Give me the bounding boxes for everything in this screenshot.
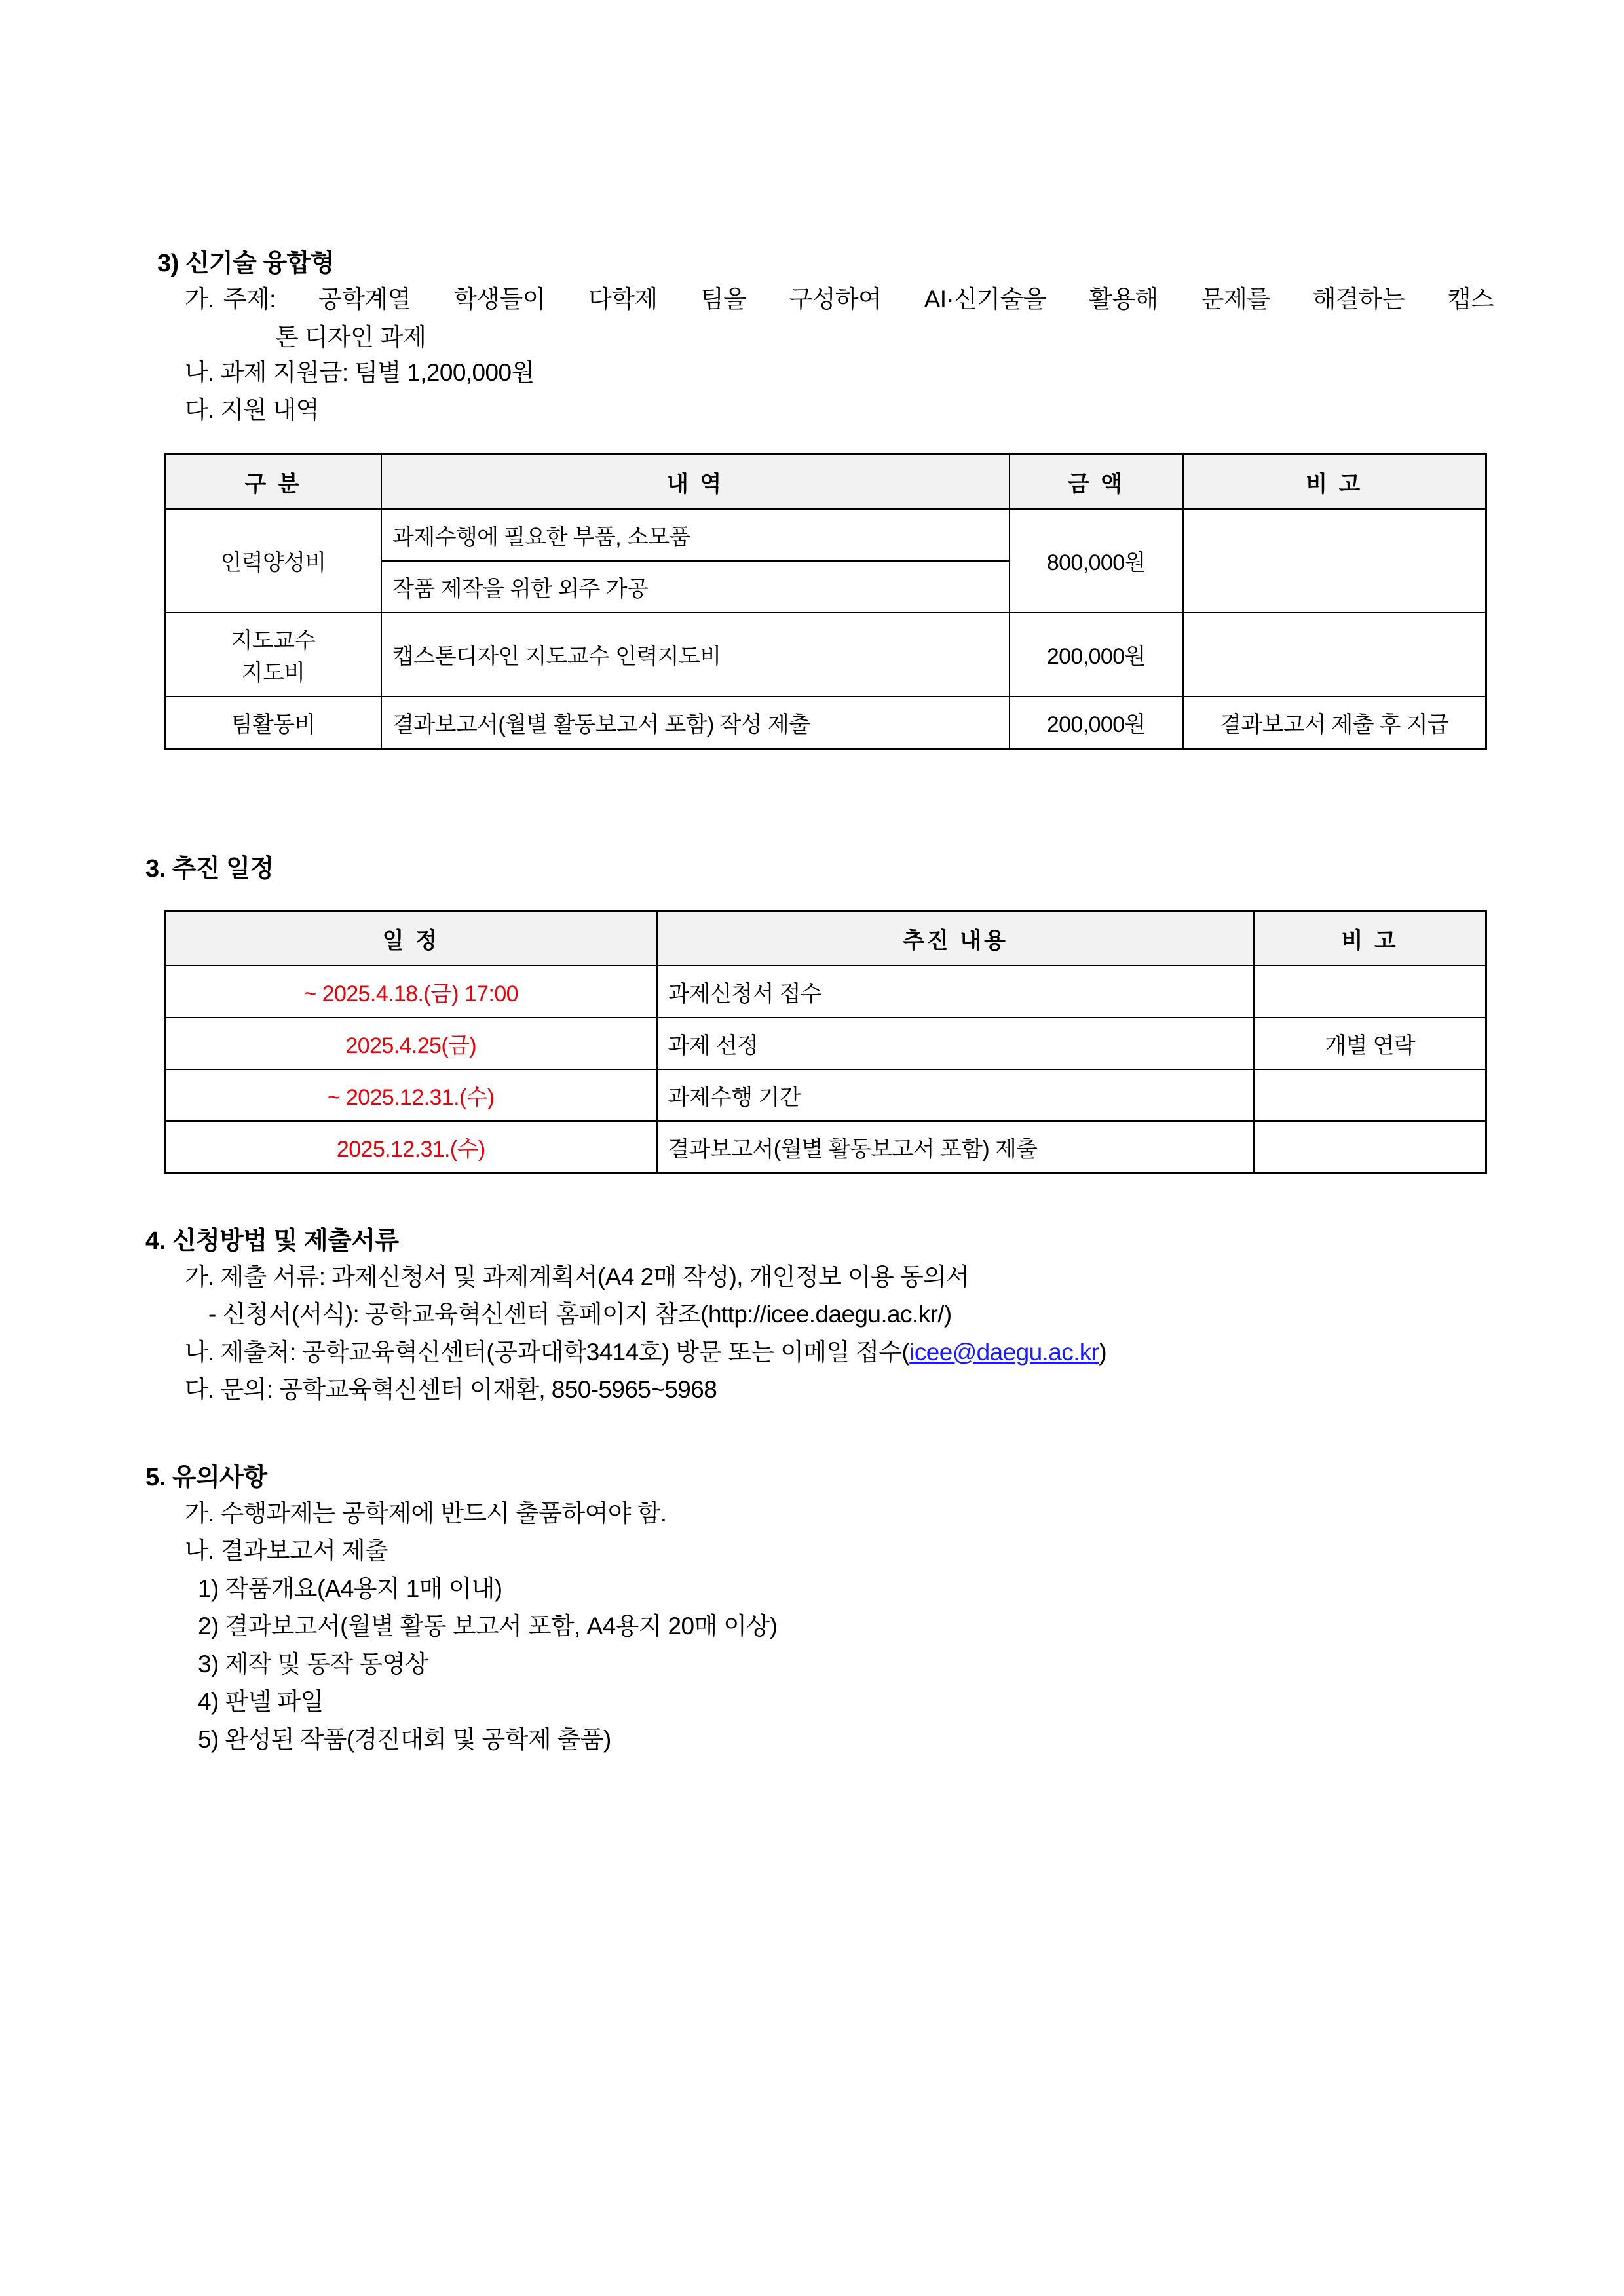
table-row: [165, 1018, 1486, 1069]
cell-date-2: 2025.4.25(금): [165, 1018, 657, 1069]
item-ga-text-continued: 톤 디자인 과제: [275, 323, 426, 351]
cell-date-4: 2025.12.31.(수): [165, 1121, 657, 1174]
item-da-label: 다.: [185, 396, 214, 424]
notes-item-na: [157, 1534, 1494, 1569]
col-header-content: 추진 내용: [657, 911, 1255, 966]
section-heading-schedule: 3. 추진 일정: [145, 854, 274, 883]
section-heading-notes: 5. 유의사항: [145, 1463, 267, 1491]
notes-item-ga-text: 수행과제는 공학제에 반드시 출품하여야 함.: [220, 1499, 667, 1527]
application-item-ga-text: 제출 서류: 과제신청서 및 과제계획서(A4 2매 작성), 개인정보 이용 동의서: [220, 1263, 970, 1290]
cell-category-professor-line2: 지도비: [241, 660, 305, 685]
application-item-da-text: 문의: 공학교육혁신센터 이재환, 850-5965~5968: [220, 1376, 717, 1404]
section-heading-application: 4. 신청방법 및 제출서류: [145, 1227, 399, 1255]
cell-note-4: [1254, 1121, 1486, 1174]
cell-detail-outsourcing: 작품 제작을 위한 외주 가공: [381, 561, 1010, 613]
application-item-da-label: 다.: [185, 1376, 214, 1404]
table-header-row: [165, 911, 1486, 966]
cell-date-1: ~ 2025.4.18.(금) 17:00: [165, 966, 657, 1018]
cell-category-manpower: 인력양성비: [165, 509, 382, 613]
table-row: [165, 1121, 1486, 1174]
cell-amount-manpower: 800,000원: [1010, 509, 1183, 613]
item-na-label: 나.: [185, 358, 214, 386]
spacer: [157, 750, 1494, 848]
application-form-url-text: - 신청서(서식): 공학교육혁신센터 홈페이지 참조(http://icee.daegu.ac.kr/): [208, 1301, 952, 1328]
cell-note-1: [1254, 966, 1486, 1018]
item-ga-topic: [157, 282, 1494, 317]
table-header-row: [165, 454, 1486, 509]
support-details-table: [164, 453, 1487, 750]
cell-note-professor: [1183, 613, 1486, 697]
cell-content-4: 결과보고서(월별 활동보고서 포함) 제출: [657, 1121, 1255, 1174]
cell-detail-professor: 캡스톤디자인 지도교수 인력지도비: [381, 613, 1010, 697]
notes-item-na-label: 나.: [185, 1537, 214, 1565]
application-item-na-suffix: ): [1099, 1338, 1107, 1366]
cell-detail-team: 결과보고서(월별 활동보고서 포함) 작성 제출: [381, 697, 1010, 749]
col-header-amount: 금 액: [1010, 454, 1183, 509]
document-content: [145, 242, 1494, 1760]
item-da-support: [157, 393, 1494, 428]
col-header-note: 비 고: [1183, 454, 1486, 509]
notes-item-na-text: 결과보고서 제출: [220, 1537, 388, 1565]
notes-sub-item-1: 1) 작품개요(A4용지 1매 이내): [198, 1575, 502, 1602]
cell-amount-team: 200,000원: [1010, 697, 1183, 749]
table-row: [165, 613, 1486, 697]
cell-note-team: 결과보고서 제출 후 지급: [1183, 697, 1486, 749]
application-item-ga-label: 가.: [185, 1263, 214, 1290]
cell-note-2: 개별 연락: [1254, 1018, 1486, 1069]
notes-sub-item-2: 2) 결과보고서(월별 활동 보고서 포함, A4용지 20매 이상): [198, 1613, 778, 1640]
col-header-category: 구 분: [165, 454, 382, 509]
table-row: [165, 966, 1486, 1018]
application-item-na: [157, 1335, 1494, 1370]
spacer: [157, 888, 1494, 910]
cell-content-1: 과제신청서 접수: [657, 966, 1255, 1018]
application-item-da: [157, 1373, 1494, 1407]
notes-sub-item-3: 3) 제작 및 동작 동영상: [198, 1650, 428, 1677]
notes-sub-item-4: 4) 판넬 파일: [198, 1688, 324, 1715]
table-row: [165, 509, 1486, 561]
table-row: [165, 1069, 1486, 1121]
application-item-ga-sub: [157, 1297, 1494, 1332]
cell-content-2: 과제 선정: [657, 1018, 1255, 1069]
item-na-funding: [157, 356, 1494, 391]
cell-detail-parts: 과제수행에 필요한 부품, 소모품: [381, 509, 1010, 561]
cell-amount-professor: 200,000원: [1010, 613, 1183, 697]
col-header-date: 일 정: [165, 911, 657, 966]
item-ga-text: 주제: 공학계열 학생들이 다학제 팀을 구성하여 AI·신기술을 활용해 문제를 해결하는 캡스: [223, 286, 1494, 313]
application-item-ga: [157, 1260, 1494, 1295]
cell-category-professor-line1: 지도교수: [231, 628, 316, 653]
spacer: [157, 1174, 1494, 1220]
cell-category-team: 팀활동비: [165, 697, 382, 749]
item-da-text: 지원 내역: [220, 396, 319, 424]
email-link[interactable]: icee@daegu.ac.kr: [909, 1338, 1099, 1366]
cell-content-3: 과제수행 기간: [657, 1069, 1255, 1121]
col-header-details: 내 역: [381, 454, 1010, 509]
application-item-na-label: 나.: [185, 1338, 214, 1366]
notes-item-ga-label: 가.: [185, 1499, 214, 1527]
spacer: [157, 431, 1494, 453]
item-ga-label: 가.: [185, 286, 214, 313]
section-heading-new-tech: 3) 신기술 융합형: [157, 250, 335, 277]
cell-category-professor: [165, 613, 382, 697]
col-header-note: 비 고: [1254, 911, 1486, 966]
item-na-text: 과제 지원금: 팀별 1,200,000원: [220, 358, 535, 386]
cell-date-3: ~ 2025.12.31.(수): [165, 1069, 657, 1121]
spacer: [157, 1411, 1494, 1457]
cell-note-manpower: [1183, 509, 1486, 613]
cell-note-3: [1254, 1069, 1486, 1121]
application-item-na-text: 제출처: 공학교육혁신센터(공과대학3414호) 방문 또는 이메일 접수(: [220, 1338, 910, 1366]
schedule-table: [164, 910, 1487, 1174]
table-row: [165, 697, 1486, 749]
notes-sub-item-5: 5) 완성된 작품(경진대회 및 공학제 출품): [198, 1725, 611, 1753]
notes-item-ga: [157, 1497, 1494, 1531]
